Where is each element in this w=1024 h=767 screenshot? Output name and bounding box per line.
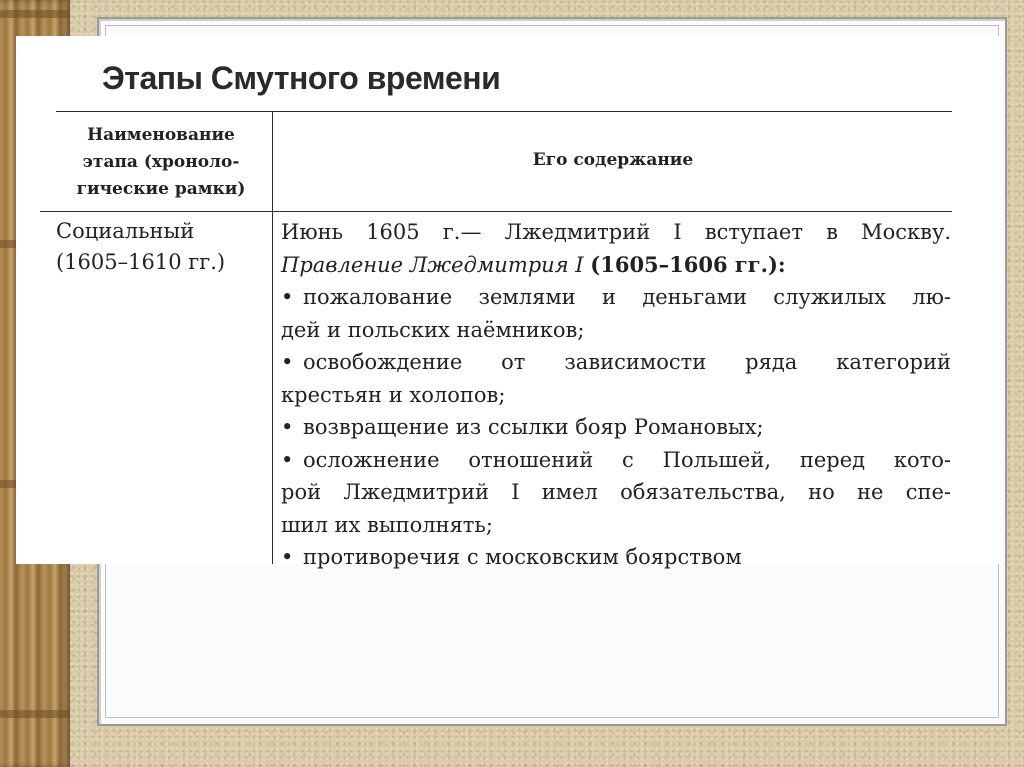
reign-title: Правление Лжедмитрия I [281, 252, 584, 277]
table-top-rule [56, 111, 952, 112]
header-stage-line: Наименование [87, 125, 235, 145]
list-item-text: освобождение от зависимости ряда категорий [303, 350, 951, 374]
content-line-event: Июнь 1605 г.— Лжедмитрий I вступает в Москву. [281, 220, 951, 244]
bullet-icon: • [281, 545, 294, 569]
strip-band [0, 710, 70, 718]
stage-cell [56, 216, 270, 278]
header-stage-line: этапа (хроноло- [82, 152, 240, 172]
bullet-icon: • [281, 350, 294, 374]
list-item-text: осложнение отношений с Польшей, перед кото- [303, 447, 951, 472]
list-item-continuation: рой Лжедмитрий I имел обязательства, но не спе- [281, 480, 951, 504]
list-item-continuation: крестьян и холопов; [281, 382, 506, 407]
list-item-continuation: дей и польских наёмников; [281, 317, 585, 342]
column-header-content: Его содержание [532, 150, 694, 170]
list-item [281, 346, 951, 379]
list-item-text: пожалование землями и деньгами служилых лю- [303, 285, 951, 309]
table-column-divider [272, 112, 273, 564]
list-item [281, 411, 951, 444]
header-stage-line: гические рамки) [76, 179, 246, 199]
list-item [281, 444, 951, 477]
column-header-stage [56, 122, 266, 203]
bullet-icon: • [281, 415, 294, 439]
content-line-reign [281, 249, 951, 282]
reign-dates: (1605–1606 гг.): [590, 251, 786, 277]
table-header-rule [40, 211, 952, 212]
stage-name: Социальный [56, 219, 195, 243]
list-item-text: противоречия с московским боярством [303, 545, 742, 569]
stage-dates: (1605–1610 гг.) [56, 250, 226, 274]
list-item [281, 541, 951, 574]
list-item [281, 281, 951, 314]
strip-band [0, 10, 70, 18]
bullet-icon: • [281, 447, 294, 472]
bullet-icon: • [281, 285, 294, 309]
list-item-continuation: шил их выполнять; [281, 512, 493, 537]
list-item-text: возвращение из ссылки бояр Романовых; [303, 415, 764, 439]
page-title: Этапы Смутного времени [102, 60, 501, 96]
content-cell [281, 216, 951, 574]
